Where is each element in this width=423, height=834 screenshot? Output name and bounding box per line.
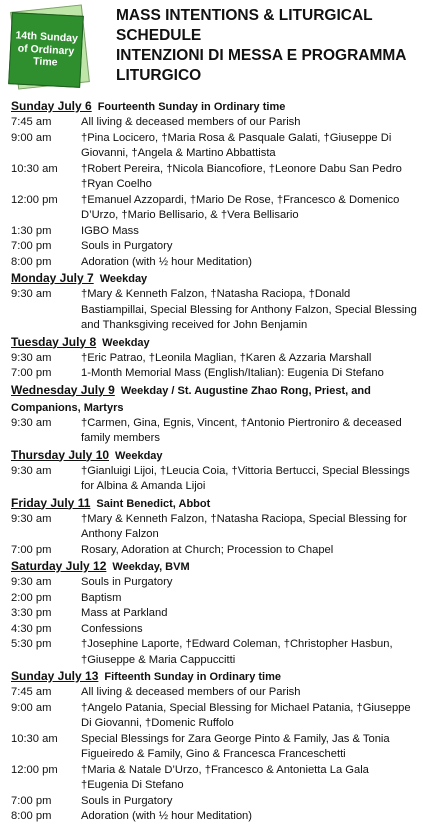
schedule-list: [11, 98, 417, 825]
day-heading: [11, 495, 417, 512]
entry-time: 9:30 am: [11, 416, 52, 429]
schedule-entry: [11, 287, 417, 334]
schedule-entry: [11, 685, 417, 701]
entry-text: All living & deceased members of our Parish: [81, 116, 301, 128]
entry-text: †Mary & Kenneth Falzon, †Natasha Raciopa, Special Blessing for Anthony Falzon: [81, 512, 407, 540]
schedule-entry: [11, 239, 417, 255]
entry-time: 2:00 pm: [11, 591, 52, 604]
day-description: Weekday, BVM: [112, 561, 190, 573]
entry-time: 1:30 pm: [11, 224, 52, 237]
entry-text: †Gianluigi Lijoi, †Leucia Coia, †Vittoria Bertucci, Special Blessings for Albina & Amanda Lijoi: [81, 464, 410, 492]
day-description: Weekday: [102, 336, 150, 349]
entry-text: Baptism: [81, 591, 122, 604]
schedule-entry: [11, 131, 417, 162]
entry-text: †Robert Pereira, †Nicola Biancofiore, †Leonore Dabu San Pedro †Ryan Coelho: [81, 162, 402, 190]
day-heading: [11, 382, 417, 416]
entry-time: 12:00 pm: [11, 763, 58, 776]
entry-time: 9:30 am: [11, 576, 52, 588]
entry-time: 7:45 am: [11, 116, 52, 128]
entry-time: 12:00 pm: [11, 193, 58, 206]
schedule-entry: [11, 622, 417, 638]
schedule-entry: [11, 224, 417, 240]
entry-time: 9:30 am: [11, 288, 52, 300]
day-date: Sunday July 13: [11, 669, 99, 683]
title-line-2: SCHEDULE: [116, 27, 202, 44]
schedule-entry: [11, 512, 417, 543]
entry-text: Mass at Parkland: [81, 607, 168, 619]
entry-text: †Carmen, Gina, Egnis, Vincent, †Antonio Piertroniro & deceased family members: [81, 416, 402, 444]
entry-time: 7:00 pm: [11, 367, 52, 379]
entry-text: Adoration (with ½ hour Meditation): [81, 255, 253, 268]
entry-time: 9:00 am: [11, 131, 52, 144]
schedule-entry: [11, 255, 417, 271]
entry-text: Souls in Purgatory: [81, 240, 173, 252]
schedule-entry: [11, 366, 417, 382]
day-date: Friday July 11: [11, 495, 91, 510]
schedule-entry: [11, 591, 417, 607]
day-date: Monday July 7: [11, 271, 94, 285]
day-date: Saturday July 12: [11, 559, 107, 573]
entry-text: †Angelo Patania, Special Blessing for Michael Patania, †Giuseppe Di Giovanni, †Domenic Ruffolo: [81, 701, 411, 729]
title-line-1: MASS INTENTIONS & LITURGICAL: [116, 7, 373, 24]
title-line-3: INTENZIONI DI MESSA E PROGRAMMA: [116, 47, 407, 64]
entry-text: IGBO Mass: [81, 224, 139, 237]
entry-text: 1-Month Memorial Mass (English/Italian): Eugenia Di Stefano: [81, 367, 384, 379]
schedule-entry: [11, 809, 417, 825]
entry-time: 8:00 pm: [11, 810, 52, 822]
page-title: [116, 6, 416, 86]
entry-text: †Maria & Natale D’Urzo, †Francesco & Antonietta La Gala †Eugenia Di Stefano: [81, 763, 369, 791]
schedule-entry: [11, 763, 417, 794]
entry-text: All living & deceased members of our Parish: [81, 686, 301, 698]
entry-time: 3:30 pm: [11, 607, 52, 619]
entry-time: 10:30 am: [11, 732, 58, 745]
entry-text: †Eric Patrao, †Leonila Maglian, †Karen & Azzaria Marshall: [81, 351, 372, 364]
schedule-entry: [11, 416, 417, 447]
day-date: Tuesday July 8: [11, 334, 97, 349]
entry-text: Rosary, Adoration at Church; Procession to Chapel: [81, 543, 334, 556]
entry-time: 9:30 am: [11, 512, 52, 525]
day-heading: [11, 98, 417, 115]
entry-text: †Josephine Laporte, †Edward Coleman, †Christopher Hasbun, †Giuseppe & Maria Cappuccitti: [81, 638, 393, 666]
entry-time: 5:30 pm: [11, 638, 52, 650]
entry-time: 9:00 am: [11, 701, 52, 714]
day-heading: [11, 334, 417, 351]
badge-front-card: [8, 12, 84, 88]
day-date: Wednesday July 9: [11, 382, 115, 397]
entry-text: Adoration (with ½ hour Meditation): [81, 810, 253, 822]
entry-time: 7:45 am: [11, 686, 52, 698]
day-description: Weekday / St. Augustine Zhao Rong, Priest, and Companions, Martyrs: [11, 384, 371, 414]
entry-time: 9:30 am: [11, 464, 52, 477]
entry-text: †Emanuel Azzopardi, †Mario De Rose, †Francesco & Domenico D’Urzo, †Mario Bellisario, & †Vera Bellisario: [81, 193, 400, 221]
schedule-entry: [11, 606, 417, 622]
entry-text: †Mary & Kenneth Falzon, †Natasha Raciopa, †Donald Bastiampillai, Special Blessing for Anthony Falzon, Special Blessing and Thanksgiving received for John Benjamin: [81, 288, 417, 331]
entry-time: 8:00 pm: [11, 255, 52, 268]
badge-label: 14th Sunday of Ordinary Time: [15, 29, 79, 69]
entry-text: †Pina Locicero, †Maria Rosa & Pasquale Galati, †Giuseppe Di Giovanni, †Angela & Martino Abbattista: [81, 131, 392, 159]
title-line-4: LITURGICO: [116, 67, 202, 84]
day-date: Thursday July 10: [11, 447, 110, 462]
ordinary-time-badge: [8, 8, 84, 88]
day-description: Weekday: [115, 449, 163, 462]
entry-time: 7:00 pm: [11, 240, 52, 252]
entry-text: Souls in Purgatory: [81, 576, 173, 588]
schedule-entry: [11, 732, 417, 763]
schedule-entry: [11, 701, 417, 732]
day-heading: [11, 558, 417, 575]
entry-time: 7:00 pm: [11, 543, 52, 556]
entry-text: Confessions: [81, 622, 143, 635]
entry-time: 7:00 pm: [11, 794, 52, 807]
entry-text: Special Blessings for Zara George Pinto & Family, Jas & Tonia Figueiredo & Family, Gino & Francesca Franceschetti: [81, 732, 390, 760]
day-heading: [11, 270, 417, 287]
day-description: Saint Benedict, Abbot: [96, 497, 211, 510]
day-description: Weekday: [99, 273, 148, 285]
schedule-entry: [11, 193, 417, 224]
schedule-entry: [11, 794, 417, 810]
day-date: Sunday July 6: [11, 99, 92, 113]
schedule-entry: [11, 543, 417, 559]
schedule-entry: [11, 464, 417, 495]
schedule-entry: [11, 162, 417, 193]
day-description: Fourteenth Sunday in Ordinary time: [97, 101, 286, 113]
schedule-entry: [11, 115, 417, 131]
schedule-entry: [11, 637, 417, 668]
entry-time: 10:30 am: [11, 162, 58, 175]
day-description: Fifteenth Sunday in Ordinary time: [104, 671, 282, 683]
entry-time: 4:30 pm: [11, 622, 52, 635]
schedule-entry: [11, 575, 417, 591]
entry-time: 9:30 am: [11, 351, 52, 364]
day-heading: [11, 668, 417, 685]
schedule-entry: [11, 351, 417, 367]
day-heading: [11, 447, 417, 464]
entry-text: Souls in Purgatory: [81, 794, 173, 807]
